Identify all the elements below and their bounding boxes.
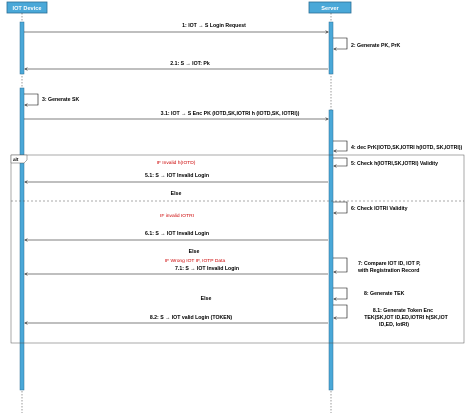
activation-device-1 bbox=[20, 22, 24, 74]
message-4-label: 4: dec PrK(IOTD,SK,IOTRI h(IOTD, SK,IOTRI)) bbox=[351, 145, 463, 151]
message-8-label: 8: Generate TEK bbox=[364, 291, 405, 297]
else-label-3: Else bbox=[200, 296, 212, 302]
message-3-1-label: 3.1: IOT → S Enc PK (IOTD,SK,IOTRI h (IOTD,SK, IOTRI)) bbox=[160, 111, 300, 117]
message-1-label: 1: IOT → S Login Request bbox=[182, 23, 246, 29]
guard-invalid-iotd: IF Invalid h(IOTD) bbox=[156, 161, 196, 166]
else-label-1: Else bbox=[170, 191, 182, 197]
message-2-1-label: 2.1: S → IOT: Pk bbox=[170, 61, 210, 67]
activation-server-1 bbox=[329, 22, 333, 74]
message-5-self-arrow bbox=[333, 158, 347, 166]
guard-wrong-iot-data: IF Wrong IOT IF, IOTP Data bbox=[164, 259, 226, 264]
alt-frame-label: alt bbox=[13, 157, 19, 162]
message-3-self-arrow bbox=[24, 94, 38, 105]
message-8-1-self-arrow bbox=[333, 305, 347, 318]
message-8-1-label-line1: 8.1: Generate Token Enc bbox=[372, 308, 434, 314]
activation-device-2 bbox=[20, 88, 24, 390]
actor-server-label: Server bbox=[321, 6, 339, 12]
activation-server-2 bbox=[329, 110, 333, 390]
message-6-self-arrow bbox=[333, 202, 347, 213]
message-2-self-arrow bbox=[333, 38, 347, 49]
message-7-label-line2: with Registration Record bbox=[358, 268, 420, 274]
message-8-2-label: 8.2: S → IOT valid Login (TOKEN) bbox=[149, 315, 233, 321]
message-4-self-arrow bbox=[333, 141, 347, 151]
message-8-1-label-line2: TEK(SK,IOT ID,ED,IOTRI h(SK,IOT bbox=[364, 315, 448, 321]
message-8-self-arrow bbox=[333, 288, 347, 299]
message-2-label: 2: Generate PK, PrK bbox=[351, 43, 401, 49]
message-3-label: 3: Generate SK bbox=[42, 97, 80, 103]
message-8-1-label-line3: ID,ED, IotRI) bbox=[379, 322, 409, 328]
message-6-label: 6: Check IOTRI Validity bbox=[351, 206, 408, 212]
message-6-1-label: 6.1: S → IOT Invalid Login bbox=[145, 231, 209, 237]
message-5-label: 5: Check h(IOTRI,SK,IOTRI) Validity bbox=[351, 161, 439, 167]
message-5-1-label: 5.1: S → IOT Invalid Login bbox=[145, 173, 209, 179]
actor-server bbox=[309, 2, 351, 13]
actor-iot-device bbox=[7, 2, 47, 13]
message-7-label-line1: 7: Compare IOT ID, IOT P, bbox=[358, 261, 421, 267]
guard-invalid-iotri: IF invalid IOTRI bbox=[160, 214, 194, 219]
else-label-2: Else bbox=[188, 249, 200, 255]
message-7-1-label: 7.1: S → IOT Invalid Login bbox=[175, 266, 239, 272]
actor-iot-device-label: IOT Device bbox=[12, 6, 42, 12]
message-7-self-arrow bbox=[333, 258, 347, 272]
